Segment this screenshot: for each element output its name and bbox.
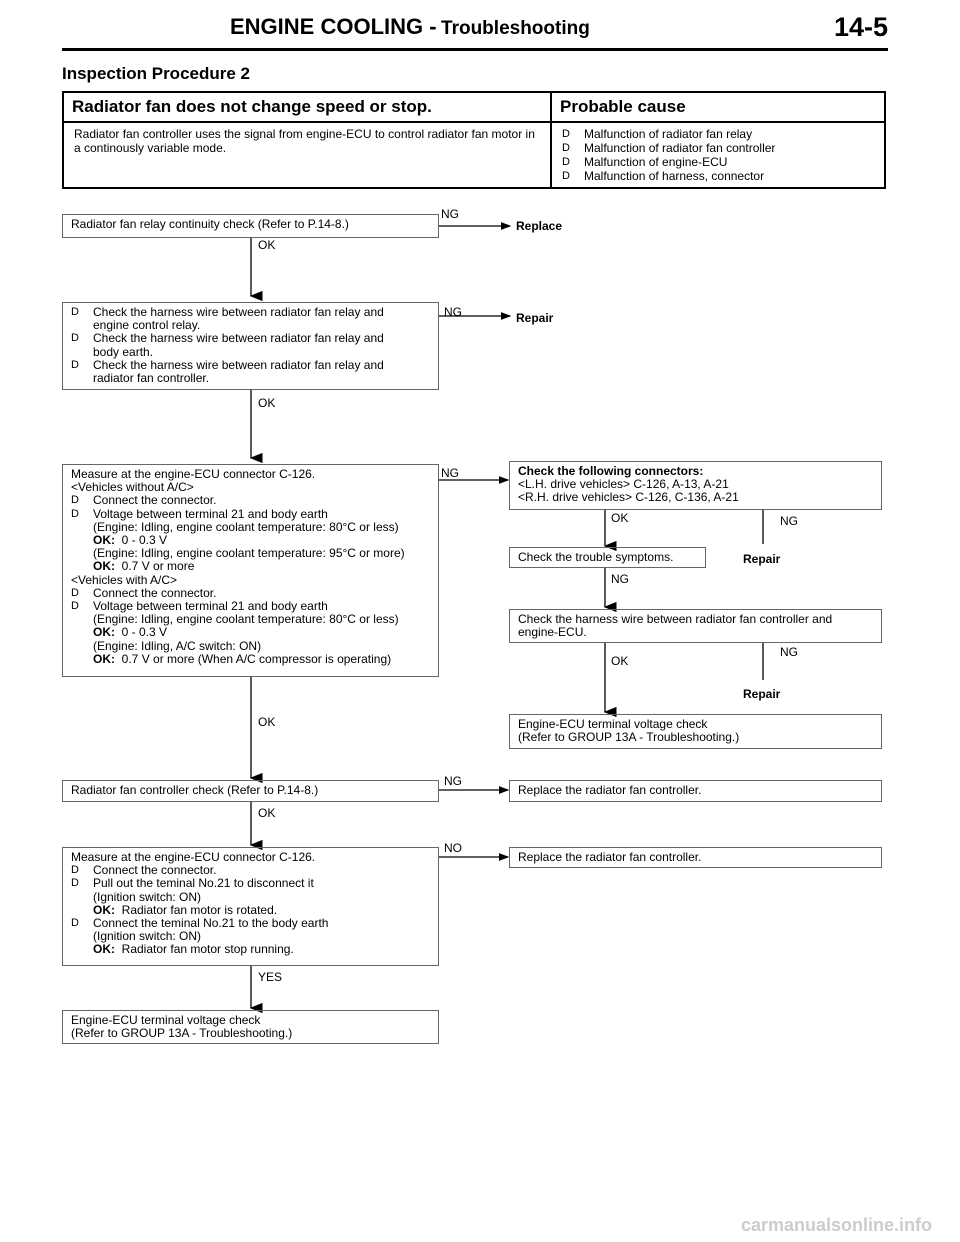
label-ok: OK	[611, 654, 629, 668]
label-ng: NG	[611, 572, 629, 586]
procedure-title: Inspection Procedure 2	[62, 64, 250, 83]
ecu-terminal-check-right-box: Engine-ECU terminal voltage check (Refer to GROUP 13A - Troubleshooting.)	[509, 714, 882, 749]
list-item: D Check the harness wire between radiator fan relay and engine control relay.	[71, 305, 384, 333]
header-subtitle: Troubleshooting	[441, 18, 590, 39]
check-connectors-box: Check the following connectors: <L.H. drive vehicles> C-126, A-13, A-21 <R.H. drive vehicles> C-126, C-136, A-21	[509, 461, 882, 510]
step-harness-check	[62, 302, 439, 390]
step-ecu-voltage-measure: Measure at the engine-ECU connector C-126. <Vehicles without A/C> D Connect the connector. D Voltage between terminal 21 and body earth (Engine: Idling, engine coolant temperature: 80°C or less) OK: 0 - 0.3 V (Engine: Idling, engine coolant temperature: 95°C or more) OK: 0.7 V or more <Vehicles with A/C> D Connect the connector. D Voltage between terminal 21 and body earth (Engine: Idling, engine coolant temperature: 80°C or less) OK: 0 - 0.3 V (Engine: Idling, A/C switch: ON) OK: 0.7 V or more (When A/C compressor is operating)	[62, 464, 439, 677]
result-repair: Repair	[516, 311, 554, 325]
label-yes: YES	[258, 970, 283, 984]
label-ok: OK	[258, 715, 276, 729]
label-ok: OK	[611, 511, 629, 525]
probable-cause-header: Probable cause	[551, 92, 885, 122]
cause-item: D Malfunction of radiator fan controller	[562, 141, 776, 155]
step-fan-controller-check: Radiator fan controller check (Refer to P.14-8.)	[62, 780, 439, 802]
result-repair: Repair	[743, 552, 781, 566]
symptom-description: Radiator fan controller uses the signal from engine-ECU to control radiator fan motor in a continously variable mode.	[63, 122, 551, 188]
watermark: carmanualsonline.info	[740, 1215, 932, 1235]
result-replace: Replace	[516, 219, 563, 233]
result-repair: Repair	[743, 687, 781, 701]
label-ng: NG	[780, 645, 798, 659]
label-ng: NG	[444, 774, 462, 788]
label-ng: NG	[780, 514, 798, 528]
label-ng: NG	[441, 466, 459, 480]
header-title: ENGINE COOLING -	[230, 14, 437, 39]
cause-item: D Malfunction of radiator fan relay	[562, 127, 753, 141]
list-item: D Check the harness wire between radiator fan relay and radiator fan controller.	[71, 357, 384, 386]
label-ok: OK	[258, 238, 276, 252]
cause-item: D Malfunction of engine-ECU	[562, 155, 728, 169]
page-number: 14-5	[833, 12, 888, 42]
list-item: D Check the harness wire between radiator fan relay and body earth.	[71, 331, 384, 359]
label-ng: NG	[441, 207, 459, 221]
replace-controller-box-1: Replace the radiator fan controller.	[509, 780, 882, 802]
label-ng: NG	[444, 305, 462, 319]
replace-controller-box-2: Replace the radiator fan controller.	[509, 847, 882, 868]
harness-controller-ecu-box: Check the harness wire between radiator fan controller and engine-ECU.	[509, 609, 882, 643]
step-relay-continuity-check: Radiator fan relay continuity check (Refer to P.14-8.)	[62, 214, 439, 238]
check-trouble-symptoms-box: Check the trouble symptoms.	[509, 547, 706, 568]
label-ok: OK	[258, 396, 276, 410]
label-ok: OK	[258, 806, 276, 820]
step-terminal-21-test: Measure at the engine-ECU connector C-126. D Connect the connector. D Pull out the teminal No.21 to disconnect it (Ignition switch: ON) OK: Radiator fan motor is rotated. D Connect the teminal No.21 to the body earth (Ignition switch: ON) OK: Radiator fan motor stop running.	[62, 847, 439, 966]
label-no: NO	[444, 841, 462, 855]
ecu-terminal-check-bottom-box: Engine-ECU terminal voltage check (Refer to GROUP 13A - Troubleshooting.)	[62, 1010, 439, 1044]
symptom-header: Radiator fan does not change speed or stop.	[63, 92, 551, 122]
cause-item: D Malfunction of harness, connector	[562, 169, 765, 183]
